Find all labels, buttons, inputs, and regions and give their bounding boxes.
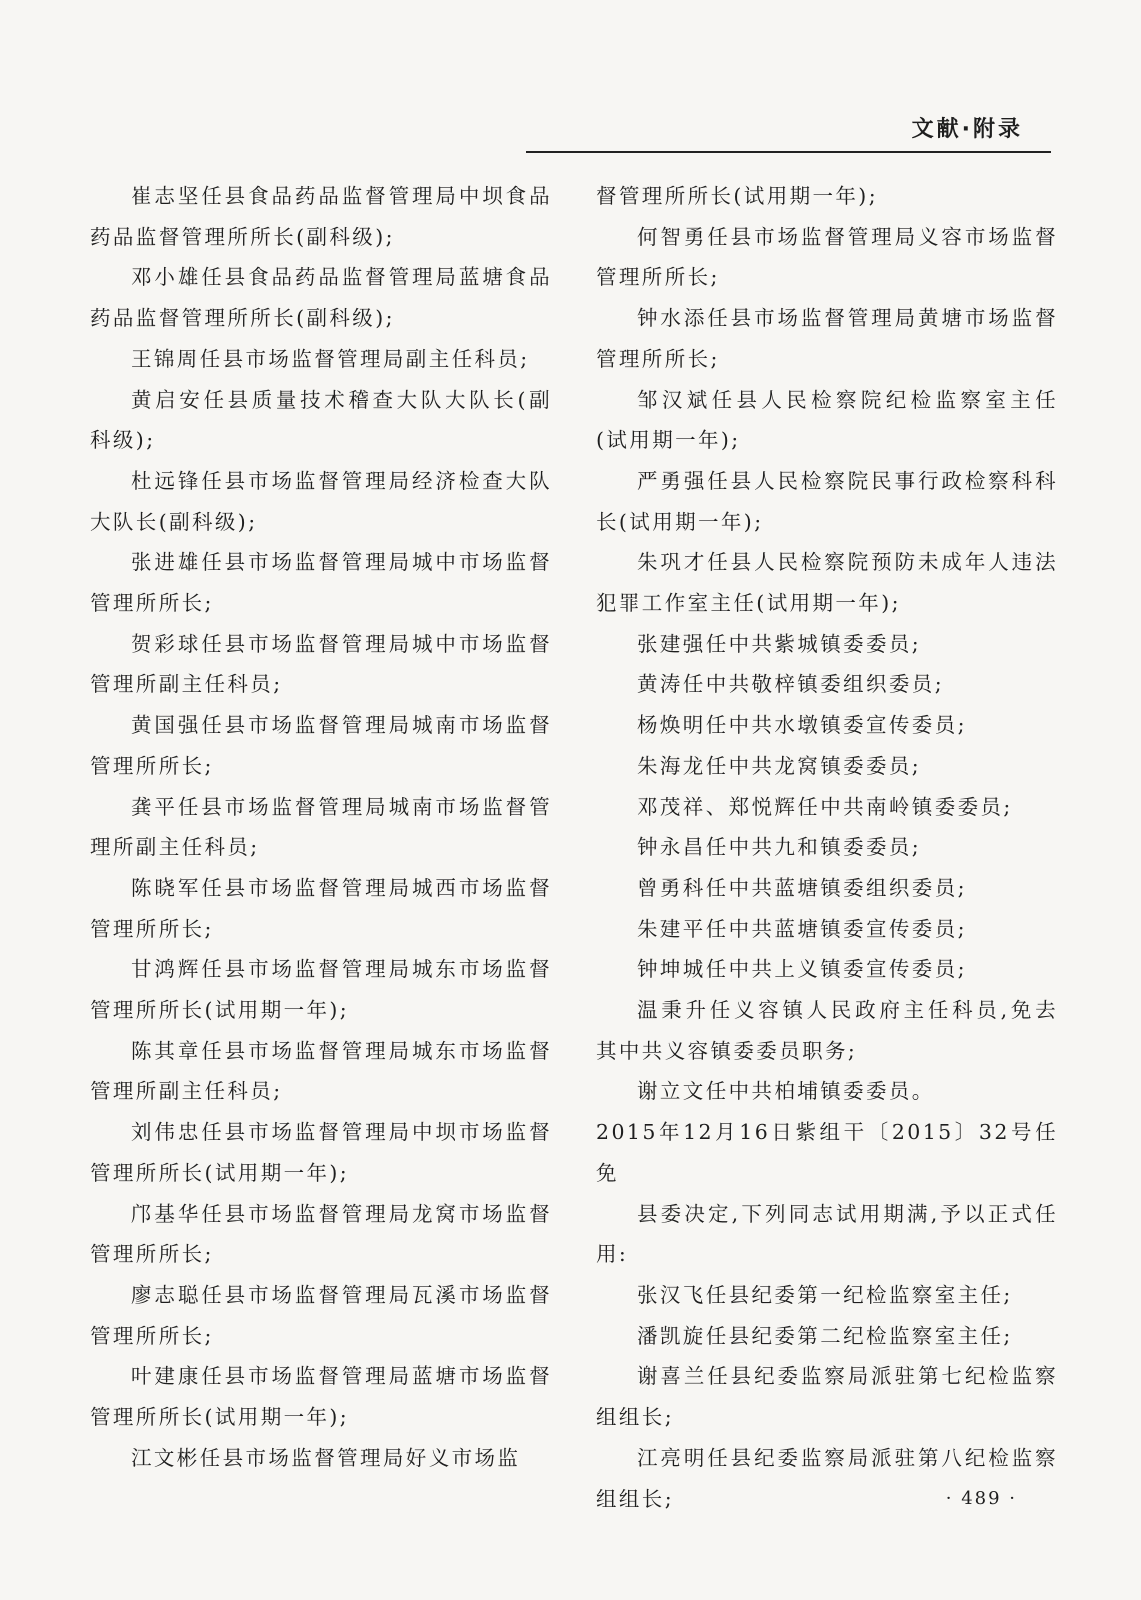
paragraph: 邓茂祥、郑悦辉任中共南岭镇委委员;: [637, 794, 1013, 819]
paragraph: 黄启安任县质量技术稽查大队大队长(副科级);: [90, 387, 552, 453]
paragraph: 谢立文任中共柏埔镇委委员。: [637, 1079, 935, 1104]
paragraph: 张进雄任县市场监督管理局城中市场监督管理所所长;: [90, 550, 552, 616]
paragraph: 王锦周任县市场监督管理局副主任科员;: [131, 346, 530, 371]
paragraph: 贺彩球任县市场监督管理局城中市场监督管理所副主任科员;: [90, 631, 552, 697]
paragraph: 谢喜兰任县纪委监察局派驻第七纪检监察组组长;: [596, 1364, 1058, 1430]
section-title: 文献·附录: [911, 117, 1023, 142]
paragraph: 张汉飞任县纪委第一纪检监察室主任;: [637, 1282, 1013, 1307]
paragraph: 陈晓军任县市场监督管理局城西市场监督管理所所长;: [90, 875, 552, 941]
paragraph: 江亮明任县纪委监察局派驻第八纪检监察组组长;: [596, 1445, 1058, 1511]
paragraph: 崔志坚任县食品药品监督管理局中坝食品药品监督管理所所长(副科级);: [90, 184, 552, 249]
paragraph: 朱海龙任中共龙窝镇委委员;: [637, 753, 922, 778]
paragraph: 廖志聪任县市场监督管理局瓦溪市场监督管理所所长;: [90, 1282, 552, 1348]
paragraph: 朱建平任中共蓝塘镇委宣传委员;: [637, 916, 967, 941]
right-column: [596, 176, 1058, 1519]
paragraph: 杜远锋任县市场监督管理局经济检查大队大队长(副科级);: [90, 468, 552, 534]
paragraph: 江文彬任县市场监督管理局好义市场监: [131, 1445, 521, 1470]
paragraph: 邓小雄任县食品药品监督管理局蓝塘食品药品监督管理所所长(副科级);: [90, 265, 552, 331]
paragraph: 曾勇科任中共蓝塘镇委组织委员;: [637, 875, 967, 900]
paragraph: 杨焕明任中共水墩镇委宣传委员;: [637, 713, 967, 738]
paragraph: 何智勇任县市场监督管理局义容市场监督管理所所长;: [596, 224, 1058, 290]
paragraph: 严勇强任县人民检察院民事行政检察科科长(试用期一年);: [596, 468, 1058, 534]
paragraph: 2015年12月16日紫组干〔2015〕32号任免: [596, 1120, 1058, 1185]
paragraph: 甘鸿辉任县市场监督管理局城东市场监督管理所所长(试用期一年);: [90, 957, 552, 1023]
paragraph: 黄涛任中共敬梓镇委组织委员;: [637, 672, 945, 697]
page-number: · 489 ·: [945, 1488, 1017, 1509]
paragraph: 邝基华任县市场监督管理局龙窝市场监督管理所所长;: [90, 1201, 552, 1267]
paragraph: 邹汉斌任县人民检察院纪检监察室主任(试用期一年);: [596, 387, 1058, 453]
paragraph: 县委决定,下列同志试用期满,予以正式任用:: [596, 1201, 1058, 1267]
paragraph: 督管理所所长(试用期一年);: [596, 184, 879, 208]
paragraph: 黄国强任县市场监督管理局城南市场监督管理所所长;: [90, 713, 552, 778]
paragraph: 钟水添任县市场监督管理局黄塘市场监督管理所所长;: [596, 306, 1058, 371]
paragraph: 钟坤城任中共上义镇委宣传委员;: [637, 957, 967, 982]
paragraph: 朱巩才任县人民检察院预防未成年人违法犯罪工作室主任(试用期一年);: [596, 550, 1058, 616]
paragraph: 张建强任中共紫城镇委委员;: [637, 631, 922, 656]
paragraph: 温秉升任义容镇人民政府主任科员,免去其中共义容镇委委员职务;: [596, 998, 1058, 1063]
paragraph: 刘伟忠任县市场监督管理局中坝市场监督管理所所长(试用期一年);: [90, 1120, 552, 1185]
paragraph: 陈其章任县市场监督管理局城东市场监督管理所副主任科员;: [90, 1038, 552, 1104]
header-divider: [526, 151, 1051, 153]
paragraph: 潘凯旋任县纪委第二纪检监察室主任;: [637, 1323, 1013, 1348]
paragraph: 龚平任县市场监督管理局城南市场监督管理所副主任科员;: [90, 794, 552, 860]
paragraph: 叶建康任县市场监督管理局蓝塘市场监督管理所所长(试用期一年);: [90, 1364, 552, 1430]
left-column: [90, 176, 552, 1479]
paragraph: 钟永昌任中共九和镇委委员;: [637, 835, 922, 860]
